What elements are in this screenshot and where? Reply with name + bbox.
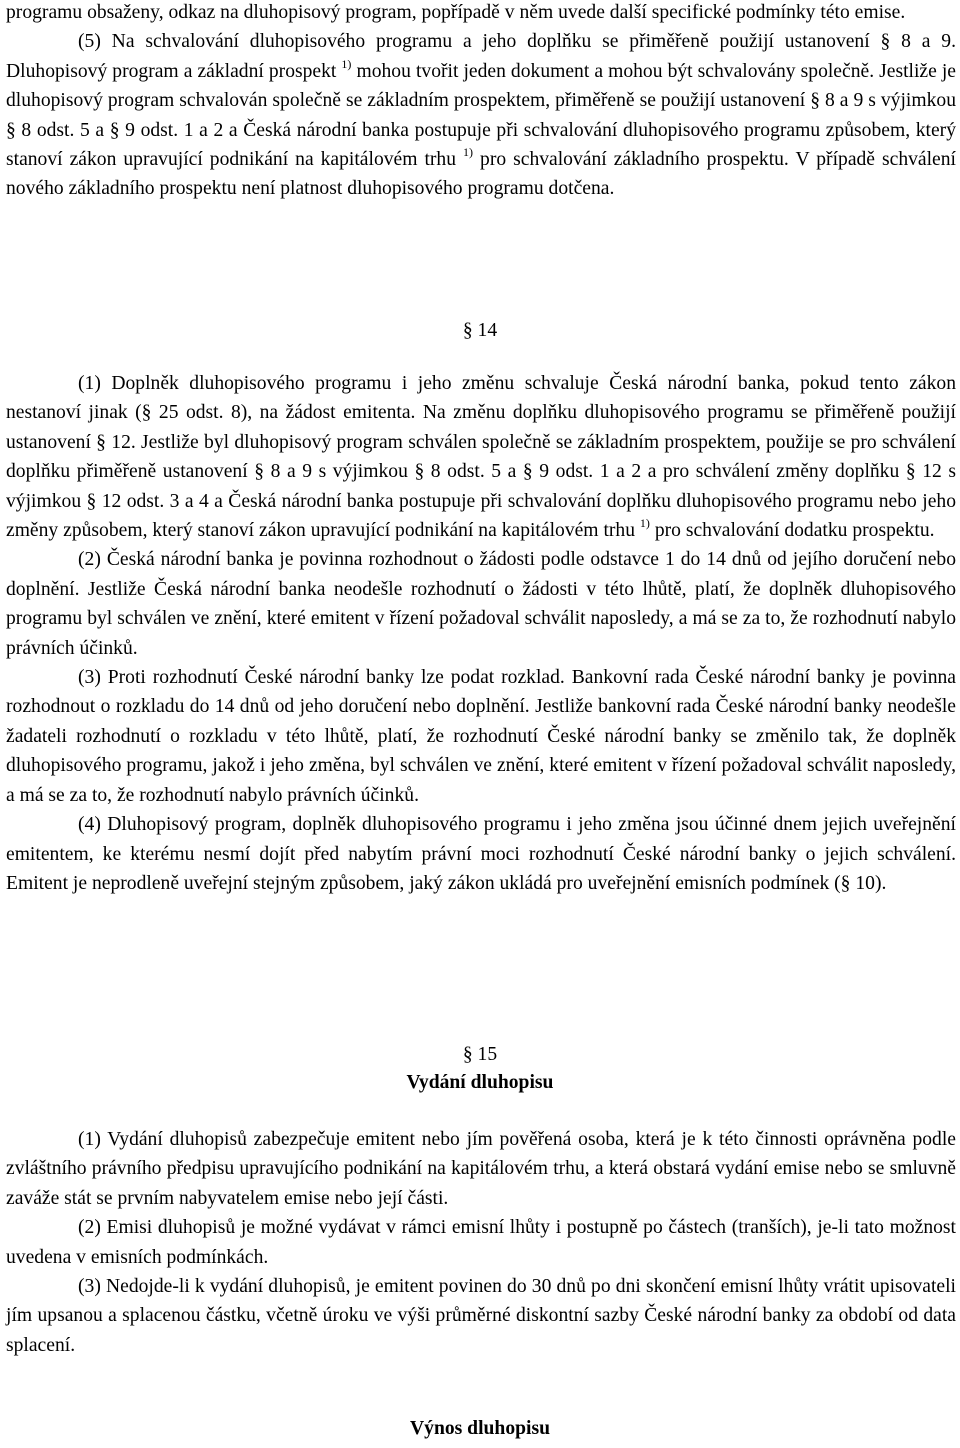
paragraph-text: (5) Na schvalování dluhopisového programu a jeho doplňku se přiměřeně použijí ustanovení § 8 a 9. Dluhopisový program a základní prospekt	[6, 31, 956, 82]
paragraph-text: programu obsaženy, odkaz na dluhopisový program, popřípadě v něm uvede další specifické podmínky této emise.	[6, 2, 906, 23]
paragraph-continuation	[6, 0, 956, 27]
section-title: Vydání dluhopisu	[406, 1072, 554, 1093]
section-15-title-wrap	[0, 1068, 960, 1097]
section-14-heading	[0, 316, 960, 345]
paragraph-3: (3) Nedojde-li k vydání dluhopisů, je emitent povinen do 30 dnů po dni skončení emisní lhůty vrátit upisovateli jím upsanou a splacenou částku, včetně úroku ve výši průměrné diskontní sazby České národní banky za období od data splacení.	[6, 1276, 956, 1356]
paragraph-4: (4) Dluhopisový program, doplněk dluhopisového programu i jeho změna jsou účinné dnem jejich uveřejnění emitentem, ke kterému nesmí dojít před nabytím právní moci rozhodnutí České národní banky o jejich schválení. Emitent je neprodleně uveřejní stejným způsobem, jaký zákon ukládá pro uveřejnění emisních podmínek (§ 10).	[6, 814, 956, 894]
footnote-ref: 1)	[341, 56, 352, 71]
footnote-ref: 1)	[639, 516, 650, 531]
paragraph-3: (3) Proti rozhodnutí České národní banky lze podat rozklad. Bankovní rada České národní banky je povinna rozhodnout o rozkladu do 14 dnů od jeho doručení nebo doplnění. Jestliže bankovní rada České národní banky neodešle žadateli rozhodnutí o rozkladu v této lhůtě, platí, že rozhodnutí České národní banky se změnilo tak, že doplněk dluhopisového programu, jakož i jeho změna, byl schválen ve znění, které emitent v řízení požadoval schválit naposledy, a má se za to, že rozhodnutí nabylo právních účinků.	[6, 667, 956, 806]
section-number: § 15	[462, 1044, 498, 1065]
section-title: Výnos dluhopisu	[410, 1418, 550, 1439]
section-14-body	[6, 369, 956, 898]
next-section-heading	[0, 1414, 960, 1443]
paragraph-2: (2) Emisi dluhopisů je možné vydávat v rámci emisní lhůty i postupně po částech (tranších), je-li tato možnost uvedena v emisních podmínkách.	[6, 1217, 956, 1268]
paragraph-text: pro schvalování základního prospektu. V případě schválení nového základního prospektu není platnost dluhopisového programu dotčena.	[6, 149, 956, 200]
section-13-continuation	[6, 0, 956, 204]
paragraph-1	[6, 369, 956, 545]
paragraph-text: mohou tvořit jeden dokument a mohou být schvalovány společně. Jestliže je dluhopisový program schvalován společně se základním prospektem, přiměřeně se použijí ustanovení § 8 a 9 s výjimkou § 8 odst. 5 a § 9 odst. 1 a 2 a Česká národní banka postupuje při schvalování dluhopisového programu způsobem, který stanoví zákon upravující podnikání na kapitálovém trhu	[6, 60, 957, 171]
paragraph-text: pro schvalování dodatku prospektu.	[649, 520, 935, 542]
section-15-heading	[0, 1040, 960, 1069]
paragraph-1: (1) Vydání dluhopisů zabezpečuje emitent nebo jím pověřená osoba, která je k této činnosti oprávněna podle zvláštního právního předpisu upravujícího podnikání na kapitálovém trhu, a která obstará vydání emise nebo se smluvně zaváže stát se prvním nabyvatelem emise nebo její části.	[6, 1129, 956, 1209]
paragraph-5	[6, 27, 956, 203]
section-15-body	[6, 1125, 956, 1360]
paragraph-2: (2) Česká národní banka je povinna rozhodnout o žádosti podle odstavce 1 do 14 dnů od jejího doručení nebo doplnění. Jestliže Česká národní banka neodešle rozhodnutí o žádosti v této lhůtě, platí, že doplněk dluhopisového programu byl schválen ve znění, které emitent v řízení požadoval schválit naposledy, a má se za to, že rozhodnutí nabylo právních účinků.	[6, 549, 956, 659]
paragraph-text: (1) Doplněk dluhopisového programu i jeho změnu schvaluje Česká národní banka, pokud tento zákon nestanoví jinak (§ 25 odst. 8), na žádost emitenta. Na změnu doplňku dluhopisového programu se přiměřeně použijí ustanovení § 12. Jestliže byl dluhopisový program schválen společně se základním prospektem, použije se pro schválení doplňku přiměřeně ustanovení § 8 a 9 s výjimkou § 8 odst. 5 a § 9 odst. 1 a 2 a pro schválení změny doplňku § 12 s výjimkou § 12 odst. 3 a 4 a Česká národní banka postupuje při schvalování doplňku dluhopisového programu nebo jeho změny způsobem, který stanoví zákon upravující podnikání na kapitálovém trhu	[6, 373, 956, 542]
footnote-ref: 1)	[463, 145, 474, 160]
section-number: § 14	[462, 320, 498, 341]
